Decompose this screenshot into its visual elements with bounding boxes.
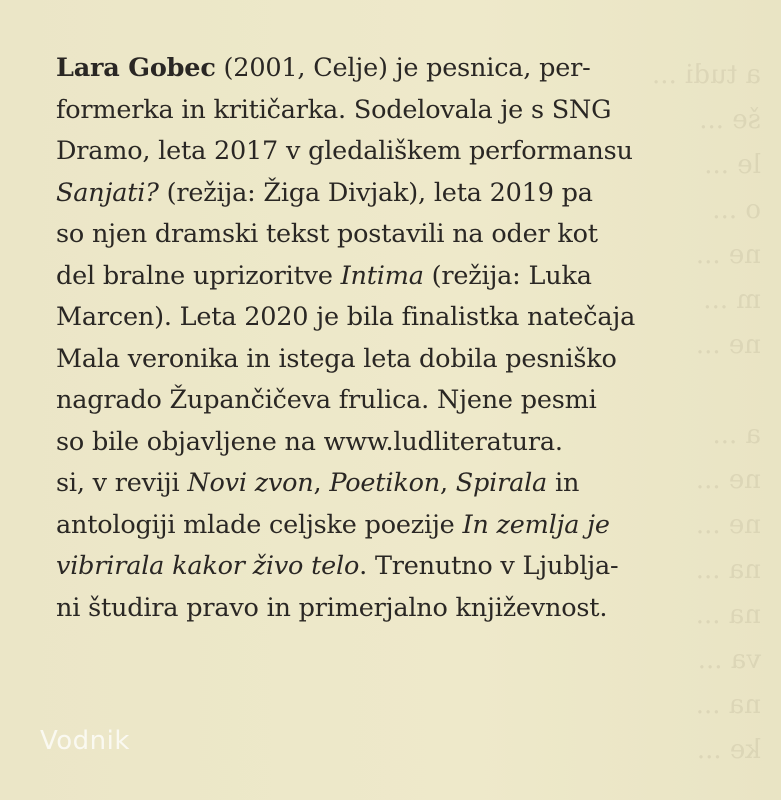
journal-title: Poetikon bbox=[329, 468, 440, 498]
bio-line-12 bbox=[56, 505, 756, 547]
bio-text: (režija: Žiga Divjak), leta 2019 pa bbox=[158, 177, 593, 208]
anthology-title: In zemlja je bbox=[462, 509, 610, 540]
bio-line-1 bbox=[56, 48, 756, 90]
bio-text: . Trenutno v Ljublja- bbox=[359, 551, 619, 581]
bio-line-3: Dramo, leta 2017 v gledališkem performansu bbox=[56, 136, 633, 166]
bio-line-4 bbox=[56, 173, 756, 215]
bio-text: in bbox=[547, 468, 580, 498]
bio-line-14: ni študira pravo in primerjalno književnost. bbox=[56, 592, 608, 623]
journal-title: Spirala bbox=[455, 468, 548, 498]
work-title: Intima bbox=[340, 260, 424, 291]
journal-title: Novi zvon bbox=[187, 468, 314, 498]
bio-line-2: formerka in kritičarka. Sodelovala je s SNG bbox=[56, 94, 612, 125]
author-name: Lara Gobec bbox=[56, 53, 216, 83]
bio-text: , bbox=[439, 468, 456, 498]
bio-line-9: nagrado Župančičeva frulica. Njene pesmi bbox=[56, 385, 597, 415]
author-bio bbox=[56, 48, 756, 629]
bio-text: del bralne uprizoritve bbox=[56, 260, 341, 291]
bio-text: (režija: Luka bbox=[423, 260, 592, 291]
bio-text: (2001, Celje) je pesnica, per- bbox=[215, 53, 591, 83]
bio-text: si, v reviji bbox=[56, 468, 188, 498]
bio-line-8: Mala veronika in istega leta dobila pesniško bbox=[56, 343, 617, 374]
watermark: Vodnik bbox=[40, 726, 130, 756]
bio-line-7: Marcen). Leta 2020 je bila finalistka natečaja bbox=[56, 302, 636, 332]
work-title: Sanjati? bbox=[56, 177, 159, 208]
bio-line-6 bbox=[56, 256, 756, 298]
bleed-through-text: a tudi ... še ... le ... o ... ne ... m ... ne ... a ... ne ... ne ... na ... na ... va ... na ... ke ... bbox=[652, 60, 761, 765]
bio-line-13 bbox=[56, 546, 756, 588]
bio-text: antologiji mlade celjske poezije bbox=[56, 509, 463, 540]
bio-text: , bbox=[313, 468, 330, 498]
bio-line-5: so njen dramski tekst postavili na oder kot bbox=[56, 219, 598, 249]
anthology-title: vibrirala kakor živo telo bbox=[56, 551, 360, 581]
bio-line-11 bbox=[56, 463, 756, 505]
bio-line-10: so bile objavljene na www.ludliteratura. bbox=[56, 426, 563, 457]
